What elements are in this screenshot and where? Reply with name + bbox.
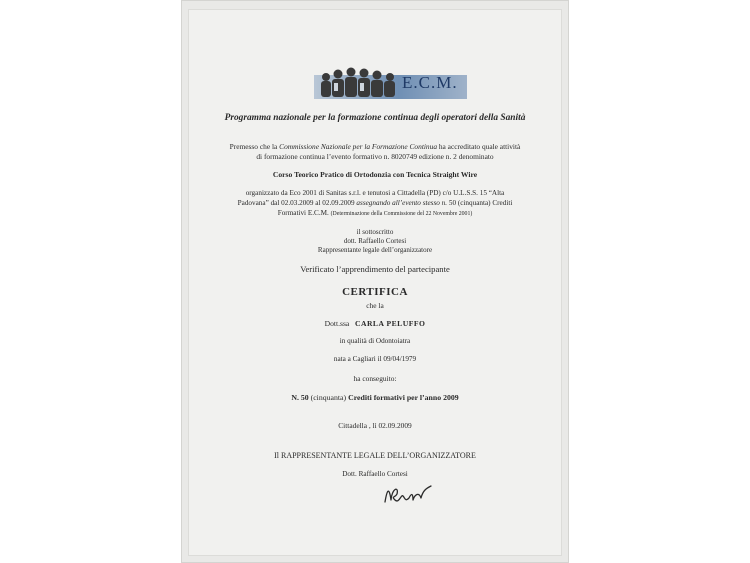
participant-birth: nata a Cagliari il 09/04/1979 [333, 355, 417, 363]
signatory-line-2: dott. Raffaello Cortesi [343, 237, 407, 245]
organization-line-2: Padovana” dal 02.03.2009 al 02.09.2009 assegnando all’evento stesso n. 50 (cinquanta) Crediti [237, 199, 513, 207]
participant-prefix: Dott.ssa [324, 319, 350, 328]
representative-name: Dott. Raffaello Cortesi [342, 470, 408, 478]
representative-title: Il RAPPRESENTANTE LEGALE DELL’ORGANIZZATORE [274, 451, 476, 460]
course-title: Corso Teorico Pratico di Ortodonzia con Tecnica Straight Wire [272, 170, 478, 179]
signature-icon [379, 480, 439, 508]
participant-name: CARLA PELUFFO [354, 319, 426, 328]
logo-text: E.C.M. [402, 73, 458, 92]
ecm-logo [314, 61, 467, 101]
participant-role: in qualità di Odontoiatra [339, 337, 411, 345]
organization-line-3: Formativi E.C.M. (Determinazione della Commissione del 22 Novembre 2001) [277, 209, 473, 217]
participant-name-line [189, 319, 561, 328]
credits-value: N. 50 (cinquanta) Crediti formativi per l’anno 2009 [291, 393, 459, 402]
people-logo-icon [318, 63, 400, 99]
certifica-sub: che la [366, 301, 384, 310]
certifica-title: CERTIFICA [342, 286, 408, 298]
verification-line: Verificato l’apprendimento del partecipante [300, 264, 450, 274]
certificate-sheet [189, 10, 561, 555]
organization-line-1: organizzato da Eco 2001 di Sanitas s.r.l. e tenutosi a Cittadella (PD) c/o U.L.S.S. 15 “Alta [245, 189, 505, 197]
place-date: Cittadella , lì 02.09.2009 [338, 421, 412, 430]
credits-label: ha conseguito: [353, 374, 397, 383]
intro-line-2: di formazione continua l’evento formativo n. 8020749 edizione n. 2 denominato [256, 152, 494, 161]
intro-line-1: Premesso che la Commissione Nazionale per la Formazione Continua ha accreditato quale attività [229, 142, 521, 151]
signatory-line-3: Rappresentante legale dell’organizzatore [317, 246, 433, 254]
program-title: Programma nazionale per la formazione continua degli operatori della Sanità [224, 113, 526, 123]
certificate-frame [181, 0, 569, 563]
signatory-line-1: il sottoscritto [356, 228, 394, 236]
